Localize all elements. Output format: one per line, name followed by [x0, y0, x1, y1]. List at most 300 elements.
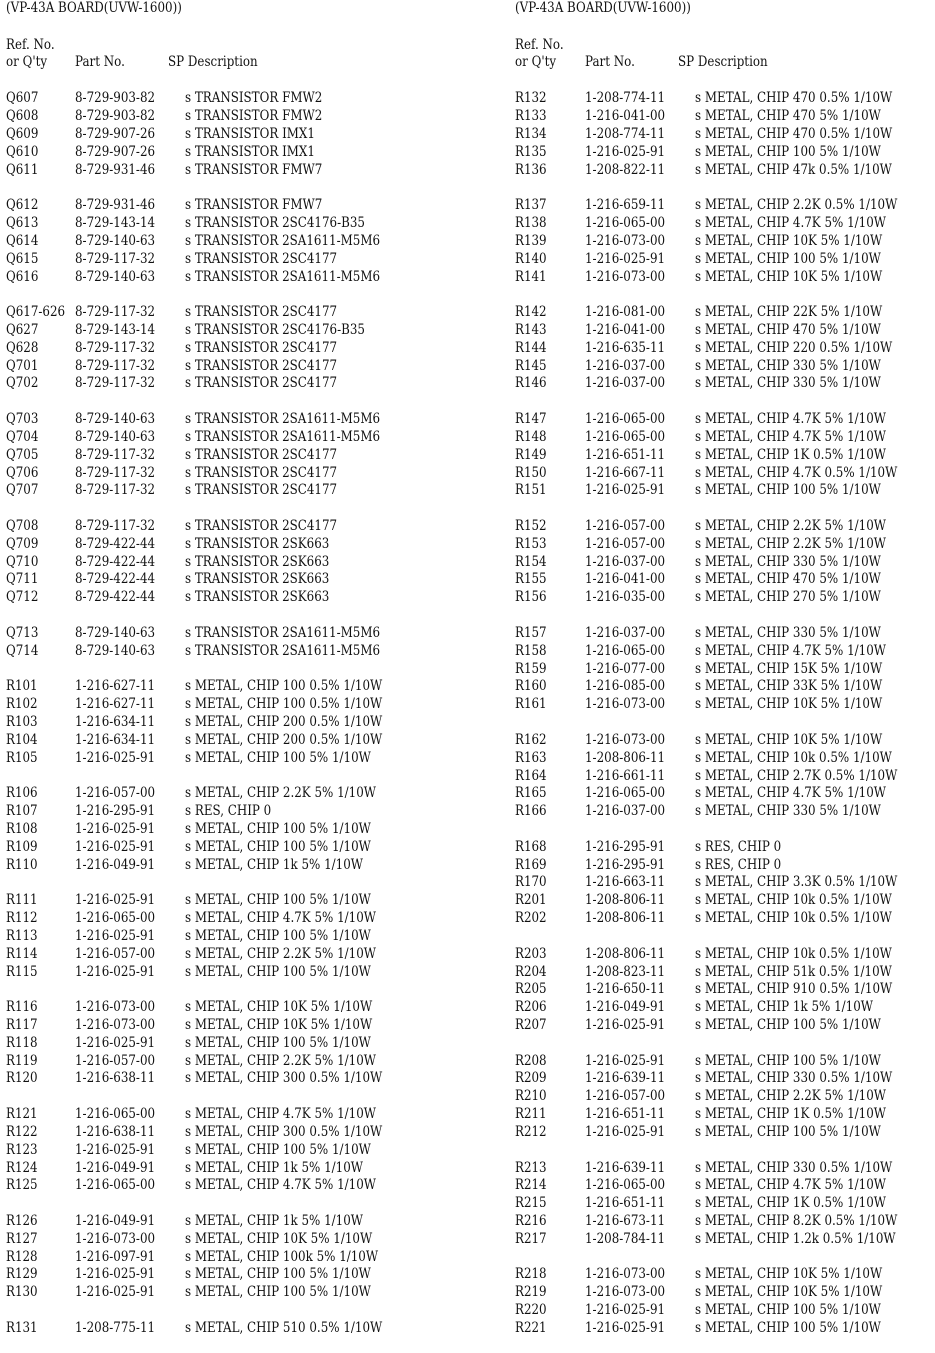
- description: s METAL, CHIP 1k 5% 1/10W: [185, 856, 363, 873]
- description: s TRANSISTOR 2SC4176-B35: [185, 321, 365, 338]
- part-no: 1-216-035-00: [585, 589, 666, 606]
- description: s METAL, CHIP 330 0.5% 1/10W: [695, 1070, 893, 1087]
- description: s METAL, CHIP 100k 5% 1/10W: [185, 1248, 379, 1265]
- ref-no: R151: [515, 482, 547, 499]
- description: s TRANSISTOR FMW7: [185, 161, 323, 178]
- part-no: 8-729-117-32: [75, 482, 156, 499]
- part-no: 1-216-057-00: [75, 945, 156, 962]
- right-column: [515, 0, 930, 1338]
- board-title: (VP-43A BOARD(UVW-1600)): [515, 0, 691, 16]
- header-qty: or Q'ty: [515, 54, 557, 70]
- table-row: [515, 1302, 930, 1320]
- ref-no: R124: [6, 1159, 38, 1176]
- part-no: 1-216-049-91: [75, 1212, 156, 1229]
- part-no: 1-216-081-00: [585, 303, 666, 320]
- ref-no: R112: [6, 909, 38, 926]
- header-part-no: Part No.: [75, 54, 125, 70]
- description: s METAL, CHIP 220 0.5% 1/10W: [695, 339, 893, 356]
- table-row: [515, 1284, 930, 1302]
- description: s METAL, CHIP 100 5% 1/10W: [185, 838, 371, 855]
- table-row: [515, 696, 930, 714]
- table-row: [6, 269, 461, 287]
- description: s METAL, CHIP 2.2K 5% 1/10W: [695, 1088, 886, 1105]
- part-no: 1-216-041-00: [585, 321, 666, 338]
- ref-no: Q609: [6, 125, 39, 142]
- description: s METAL, CHIP 100 5% 1/10W: [185, 1266, 371, 1283]
- ref-no: R132: [515, 90, 547, 106]
- table-row: [6, 803, 461, 821]
- part-no: 1-216-065-00: [585, 410, 666, 427]
- part-no: 1-216-627-11: [75, 695, 156, 712]
- description: s TRANSISTOR 2SA1611-M5M6: [185, 232, 381, 249]
- description: s TRANSISTOR 2SC4177: [185, 250, 338, 267]
- description: s METAL, CHIP 470 5% 1/10W: [695, 107, 881, 124]
- description: s METAL, CHIP 4.7K 5% 1/10W: [695, 428, 886, 445]
- table-row: [6, 1231, 461, 1249]
- ref-no: R103: [6, 713, 38, 730]
- ref-no: R104: [6, 731, 38, 748]
- table-row: [6, 536, 461, 554]
- description: s METAL, CHIP 300 0.5% 1/10W: [185, 1070, 383, 1087]
- part-no: 8-729-907-26: [75, 125, 156, 142]
- ref-no: R218: [515, 1266, 547, 1283]
- part-no: 8-729-422-44: [75, 535, 156, 552]
- ref-no: R219: [515, 1284, 547, 1301]
- description: s METAL, CHIP 10K 5% 1/10W: [185, 1230, 373, 1247]
- ref-no: R121: [6, 1105, 38, 1122]
- ref-no: R141: [515, 268, 547, 285]
- part-no: 1-208-823-11: [585, 963, 666, 980]
- description: s TRANSISTOR 2SA1611-M5M6: [185, 624, 381, 641]
- part-no: 1-216-073-00: [75, 1016, 156, 1033]
- part-no: 1-208-806-11: [585, 945, 666, 962]
- description: s TRANSISTOR 2SK663: [185, 589, 330, 606]
- board-title: (VP-43A BOARD(UVW-1600)): [6, 0, 182, 16]
- table-row: [515, 269, 930, 287]
- description: s METAL, CHIP 100 5% 1/10W: [185, 891, 371, 908]
- table-row: [6, 714, 461, 732]
- table-row: [515, 839, 930, 857]
- part-no: 1-208-806-11: [585, 892, 666, 909]
- table-row: [515, 1231, 930, 1249]
- ref-no: R160: [515, 678, 547, 695]
- description: s METAL, CHIP 10k 0.5% 1/10W: [695, 910, 892, 927]
- ref-no: R115: [6, 963, 38, 980]
- ref-no: Q712: [6, 589, 39, 606]
- description: s METAL, CHIP 100 0.5% 1/10W: [185, 695, 383, 712]
- table-row: [515, 1213, 930, 1231]
- description: s TRANSISTOR 2SK663: [185, 535, 330, 552]
- description: s TRANSISTOR 2SC4177: [185, 517, 338, 534]
- ref-no: R221: [515, 1320, 547, 1337]
- table-row: [515, 518, 930, 536]
- description: s TRANSISTOR 2SC4177: [185, 357, 338, 374]
- part-no: 1-216-025-91: [75, 820, 156, 837]
- ref-no: Q628: [6, 339, 39, 356]
- table-row: [6, 144, 461, 162]
- part-no: 1-216-037-00: [585, 553, 666, 570]
- part-no: 1-216-634-11: [75, 713, 156, 730]
- ref-no: R130: [6, 1284, 38, 1301]
- part-no: 1-216-025-91: [585, 1302, 666, 1319]
- description: s METAL, CHIP 10K 5% 1/10W: [695, 1266, 883, 1283]
- table-row: [515, 1088, 930, 1106]
- description: s METAL, CHIP 100 5% 1/10W: [185, 927, 371, 944]
- table-row: [515, 874, 930, 892]
- table-row: [515, 981, 930, 999]
- parts-list: [515, 90, 930, 1338]
- ref-no: Q702: [6, 375, 39, 392]
- description: s TRANSISTOR 2SA1611-M5M6: [185, 642, 381, 659]
- ref-no: R155: [515, 571, 547, 588]
- table-row: [515, 465, 930, 483]
- table-row: [515, 90, 930, 108]
- table-row: [515, 215, 930, 233]
- part-no: 1-216-659-11: [585, 196, 666, 213]
- table-row: [515, 340, 930, 358]
- ref-no: R125: [6, 1177, 38, 1194]
- table-row: [6, 678, 461, 696]
- part-no: 8-729-117-32: [75, 357, 156, 374]
- table-row: [515, 678, 930, 696]
- part-no: 1-216-065-00: [585, 785, 666, 802]
- description: s TRANSISTOR FMW2: [185, 90, 323, 106]
- table-row: [6, 322, 461, 340]
- table-row: [515, 1070, 930, 1088]
- table-row: [6, 251, 461, 269]
- description: s TRANSISTOR 2SK663: [185, 553, 330, 570]
- table-row: [6, 946, 461, 964]
- description: s METAL, CHIP 15K 5% 1/10W: [695, 660, 883, 677]
- table-row: [6, 304, 461, 322]
- ref-no: R213: [515, 1159, 547, 1176]
- ref-no: Q607: [6, 90, 39, 106]
- table-row: [515, 857, 930, 875]
- table-row: [6, 1160, 461, 1178]
- ref-no: R210: [515, 1088, 547, 1105]
- table-row: [515, 358, 930, 376]
- part-no: 8-729-422-44: [75, 589, 156, 606]
- table-row: [6, 518, 461, 536]
- description: s METAL, CHIP 100 5% 1/10W: [695, 1052, 881, 1069]
- table-row: [6, 554, 461, 572]
- description: s METAL, CHIP 4.7K 5% 1/10W: [185, 1177, 376, 1194]
- ref-no: R153: [515, 535, 547, 552]
- description: s METAL, CHIP 2.2K 5% 1/10W: [695, 517, 886, 534]
- part-no: 1-216-295-91: [585, 856, 666, 873]
- part-no: 1-216-073-00: [585, 731, 666, 748]
- part-no: 1-216-295-91: [585, 838, 666, 855]
- table-row: [6, 1320, 461, 1338]
- ref-no: Q713: [6, 624, 39, 641]
- part-no: 1-216-627-11: [75, 678, 156, 695]
- description: s METAL, CHIP 470 5% 1/10W: [695, 571, 881, 588]
- part-no: 1-216-634-11: [75, 731, 156, 748]
- description: s METAL, CHIP 1k 5% 1/10W: [185, 1212, 363, 1229]
- ref-no: R201: [515, 892, 547, 909]
- ref-no: R128: [6, 1248, 38, 1265]
- ref-no: Q705: [6, 446, 39, 463]
- part-no: 8-729-117-32: [75, 446, 156, 463]
- description: s METAL, CHIP 10k 0.5% 1/10W: [695, 892, 892, 909]
- part-no: 1-208-806-11: [585, 749, 666, 766]
- part-no: 1-208-784-11: [585, 1231, 666, 1248]
- description: s METAL, CHIP 300 0.5% 1/10W: [185, 1123, 383, 1140]
- ref-no: Q614: [6, 232, 39, 249]
- part-no: 1-216-651-11: [585, 1106, 666, 1123]
- description: s METAL, CHIP 100 5% 1/10W: [185, 749, 371, 766]
- part-no: 1-216-057-00: [585, 535, 666, 552]
- table-row: [6, 1142, 461, 1160]
- ref-no: R204: [515, 963, 547, 980]
- table-row: [515, 554, 930, 572]
- ref-no: R127: [6, 1230, 38, 1247]
- description: s METAL, CHIP 47k 0.5% 1/10W: [695, 161, 892, 178]
- table-row: [6, 1070, 461, 1088]
- table-row: [515, 251, 930, 269]
- ref-no: Q707: [6, 482, 39, 499]
- part-no: 1-216-025-91: [75, 1266, 156, 1283]
- description: s METAL, CHIP 1k 5% 1/10W: [185, 1159, 363, 1176]
- table-row: [515, 233, 930, 251]
- part-no: 1-216-065-00: [75, 1105, 156, 1122]
- description: s METAL, CHIP 10K 5% 1/10W: [695, 1284, 883, 1301]
- ref-no: R165: [515, 785, 547, 802]
- ref-no: R111: [6, 891, 38, 908]
- table-row: [6, 1124, 461, 1142]
- part-no: 1-208-806-11: [585, 910, 666, 927]
- part-no: 1-216-025-91: [585, 482, 666, 499]
- ref-no: R117: [6, 1016, 38, 1033]
- ref-no: R123: [6, 1141, 38, 1158]
- ref-no: R208: [515, 1052, 547, 1069]
- description: s METAL, CHIP 470 5% 1/10W: [695, 321, 881, 338]
- part-no: 1-216-651-11: [585, 446, 666, 463]
- description: s METAL, CHIP 3.3K 0.5% 1/10W: [695, 874, 898, 891]
- table-row: [515, 768, 930, 786]
- part-no: 1-216-073-00: [585, 696, 666, 713]
- part-no: 1-216-025-91: [585, 1320, 666, 1337]
- description: s METAL, CHIP 100 5% 1/10W: [695, 250, 881, 267]
- ref-no: R113: [6, 927, 38, 944]
- description: s METAL, CHIP 330 5% 1/10W: [695, 624, 881, 641]
- table-row: [515, 447, 930, 465]
- table-row: [515, 162, 930, 180]
- table-row: [515, 803, 930, 821]
- description: s METAL, CHIP 4.7K 5% 1/10W: [695, 785, 886, 802]
- ref-no: Q708: [6, 517, 39, 534]
- part-no: 8-729-907-26: [75, 143, 156, 160]
- table-row: [6, 1035, 461, 1053]
- part-no: 1-216-057-00: [75, 785, 156, 801]
- part-no: 1-208-774-11: [585, 125, 666, 142]
- ref-no: R147: [515, 410, 547, 427]
- table-row: [6, 643, 461, 661]
- ref-no: R146: [515, 375, 547, 392]
- table-row: [515, 411, 930, 429]
- table-row: [6, 358, 461, 376]
- part-no: 1-216-049-91: [75, 856, 156, 873]
- ref-no: R145: [515, 357, 547, 374]
- part-no: 1-216-041-00: [585, 107, 666, 124]
- ref-no: R203: [515, 945, 547, 962]
- ref-no: R159: [515, 660, 547, 677]
- description: s METAL, CHIP 100 5% 1/10W: [695, 1320, 881, 1337]
- header-ref-no: Ref. No.: [6, 37, 55, 53]
- part-no: 1-216-073-00: [585, 232, 666, 249]
- description: s METAL, CHIP 4.7K 5% 1/10W: [185, 1105, 376, 1122]
- table-row: [6, 482, 461, 500]
- table-row: [515, 625, 930, 643]
- column-header: [515, 37, 930, 71]
- table-row: [515, 589, 930, 607]
- table-row: [515, 946, 930, 964]
- ref-no: R169: [515, 856, 547, 873]
- ref-no: R206: [515, 999, 547, 1016]
- table-row: [6, 928, 461, 946]
- part-no: 8-729-117-32: [75, 464, 156, 481]
- part-no: 1-216-073-00: [585, 268, 666, 285]
- description: s METAL, CHIP 51k 0.5% 1/10W: [695, 963, 892, 980]
- part-no: 1-216-025-91: [75, 963, 156, 980]
- ref-no: Q610: [6, 143, 39, 160]
- ref-no: R142: [515, 303, 547, 320]
- ref-no: R133: [515, 107, 547, 124]
- description: s TRANSISTOR 2SA1611-M5M6: [185, 268, 381, 285]
- description: s METAL, CHIP 330 5% 1/10W: [695, 357, 881, 374]
- ref-no: R109: [6, 838, 38, 855]
- description: s METAL, CHIP 2.7K 0.5% 1/10W: [695, 767, 898, 784]
- part-no: 1-216-639-11: [585, 1070, 666, 1087]
- description: s METAL, CHIP 100 5% 1/10W: [185, 963, 371, 980]
- ref-no: R137: [515, 196, 547, 213]
- part-no: 1-216-037-00: [585, 357, 666, 374]
- part-no: 8-729-140-63: [75, 410, 156, 427]
- part-no: 8-729-422-44: [75, 553, 156, 570]
- ref-no: R102: [6, 695, 38, 712]
- part-no: 1-216-073-00: [585, 1266, 666, 1283]
- column-header: [6, 37, 461, 71]
- table-row: [6, 892, 461, 910]
- description: s METAL, CHIP 510 0.5% 1/10W: [185, 1319, 383, 1336]
- table-row: [515, 304, 930, 322]
- description: s METAL, CHIP 4.7K 5% 1/10W: [185, 909, 376, 926]
- description: s METAL, CHIP 4.7K 5% 1/10W: [695, 214, 886, 231]
- table-row: [515, 964, 930, 982]
- table-row: [6, 429, 461, 447]
- description: s METAL, CHIP 200 0.5% 1/10W: [185, 731, 383, 748]
- part-no: 1-216-025-91: [585, 250, 666, 267]
- description: s METAL, CHIP 10K 5% 1/10W: [695, 268, 883, 285]
- table-row: [6, 857, 461, 875]
- description: s TRANSISTOR 2SA1611-M5M6: [185, 428, 381, 445]
- part-no: 8-729-140-63: [75, 268, 156, 285]
- ref-no: R220: [515, 1302, 547, 1319]
- table-row: [515, 910, 930, 928]
- description: s METAL, CHIP 4.7K 5% 1/10W: [695, 410, 886, 427]
- part-no: 1-216-065-00: [75, 1177, 156, 1194]
- description: s RES, CHIP 0: [185, 802, 272, 819]
- table-row: [6, 126, 461, 144]
- ref-no: R110: [6, 856, 38, 873]
- part-no: 1-208-774-11: [585, 90, 666, 106]
- description: s TRANSISTOR IMX1: [185, 125, 315, 142]
- description: s TRANSISTOR 2SC4176-B35: [185, 214, 365, 231]
- part-no: 1-216-635-11: [585, 339, 666, 356]
- part-no: 1-216-065-00: [585, 1177, 666, 1194]
- table-row: [515, 322, 930, 340]
- description: s METAL, CHIP 10K 5% 1/10W: [695, 731, 883, 748]
- part-no: 1-216-057-00: [585, 517, 666, 534]
- ref-no: R202: [515, 910, 547, 927]
- part-no: 8-729-140-63: [75, 232, 156, 249]
- ref-no: R126: [6, 1212, 38, 1229]
- ref-no: R211: [515, 1106, 547, 1123]
- description: s METAL, CHIP 100 5% 1/10W: [185, 1034, 371, 1051]
- description: s TRANSISTOR 2SC4177: [185, 482, 338, 499]
- ref-no: Q714: [6, 642, 39, 659]
- part-no: 8-729-143-14: [75, 321, 156, 338]
- table-row: [515, 1017, 930, 1035]
- description: s METAL, CHIP 10K 5% 1/10W: [185, 1016, 373, 1033]
- table-row: [515, 375, 930, 393]
- ref-no: R156: [515, 589, 547, 606]
- description: s METAL, CHIP 100 5% 1/10W: [695, 482, 881, 499]
- ref-no: R162: [515, 731, 547, 748]
- description: s TRANSISTOR 2SC4177: [185, 339, 338, 356]
- ref-no: R120: [6, 1070, 38, 1087]
- part-no: 1-216-025-91: [585, 1052, 666, 1069]
- table-row: [515, 108, 930, 126]
- header-description: SP Description: [168, 54, 258, 70]
- part-no: 1-216-025-91: [75, 838, 156, 855]
- table-row: [6, 839, 461, 857]
- table-row: [6, 465, 461, 483]
- parts-list: [6, 90, 461, 1338]
- ref-no: R119: [6, 1052, 38, 1069]
- ref-no: R114: [6, 945, 38, 962]
- table-row: [515, 1177, 930, 1195]
- part-no: 1-216-037-00: [585, 624, 666, 641]
- header-ref-no: Ref. No.: [515, 37, 564, 53]
- table-row: [515, 197, 930, 215]
- ref-no: R129: [6, 1266, 38, 1283]
- part-no: 8-729-903-82: [75, 90, 156, 106]
- table-row: [515, 1106, 930, 1124]
- table-row: [515, 732, 930, 750]
- part-no: 1-216-065-00: [585, 214, 666, 231]
- ref-no: R205: [515, 981, 547, 998]
- description: s METAL, CHIP 330 5% 1/10W: [695, 803, 881, 820]
- ref-no: R138: [515, 214, 547, 231]
- ref-no: R134: [515, 125, 547, 142]
- description: s METAL, CHIP 1.2k 0.5% 1/10W: [695, 1231, 896, 1248]
- ref-no: Q627: [6, 321, 39, 338]
- description: s METAL, CHIP 10K 5% 1/10W: [695, 232, 883, 249]
- ref-no: R163: [515, 749, 547, 766]
- ref-no: R116: [6, 998, 38, 1015]
- table-row: [515, 536, 930, 554]
- part-no: 1-216-025-91: [75, 1284, 156, 1301]
- ref-no: R107: [6, 802, 38, 819]
- part-no: 1-216-057-00: [75, 1052, 156, 1069]
- description: s METAL, CHIP 100 5% 1/10W: [695, 1124, 881, 1141]
- table-row: [6, 108, 461, 126]
- description: s METAL, CHIP 22K 5% 1/10W: [695, 303, 883, 320]
- ref-no: R157: [515, 624, 547, 641]
- table-row: [6, 411, 461, 429]
- table-row: [6, 340, 461, 358]
